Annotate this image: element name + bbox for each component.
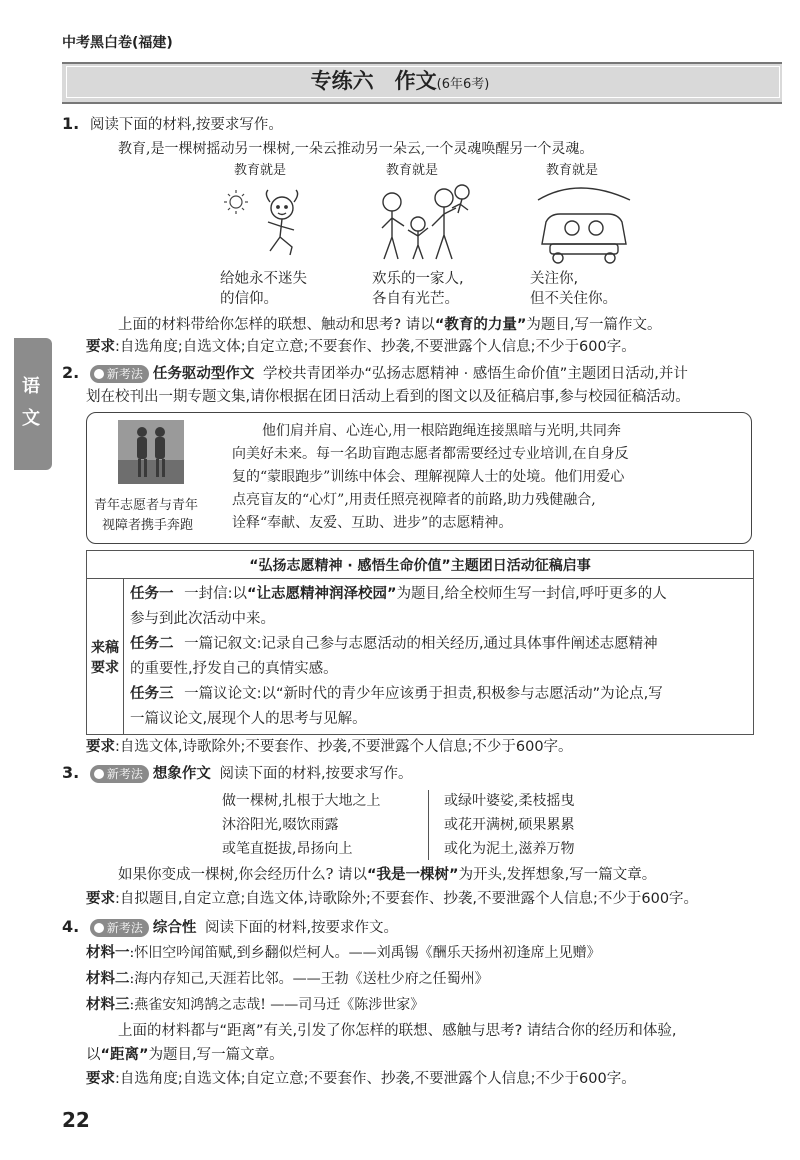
q4-type: 综合性	[152, 920, 197, 936]
task2-line2: 的重要性,抒发自己的真情实感。	[130, 661, 338, 677]
q2-line1	[62, 362, 688, 385]
q4-line2-pre: 以	[86, 1047, 101, 1063]
q2-table-side2: 要求	[91, 659, 119, 676]
q4-line2-title: “距离”	[100, 1047, 149, 1063]
q3-badge	[90, 765, 149, 783]
q4-line2-post: 为题目,写一篇文章。	[148, 1047, 284, 1063]
q2-line1-text: 学校共青团举办“弘扬志愿精神 · 感悟生命价值”主题团日活动,并计	[262, 366, 688, 382]
panel3-caption1: 关注你,	[530, 271, 579, 287]
q2-badge	[90, 365, 149, 383]
q4-prompt: 阅读下面的材料,按要求作文。	[204, 920, 399, 936]
poem-right-line: 或花开满树,硕果累累	[444, 817, 575, 833]
q3-ask-pre: 如果你变成一棵树,你会经历什么? 请以	[118, 867, 367, 883]
panel1-caption1: 给她永不迷失	[220, 271, 307, 287]
side-tab-char1: 语	[22, 376, 40, 397]
q3-ask-post: 为开头,发挥想象,写一篇文章。	[458, 867, 657, 883]
panel3-illustration	[528, 182, 640, 266]
q2-table-side1: 来稿	[91, 639, 119, 656]
q1-prompt: 阅读下面的材料,按要求写作。	[89, 117, 283, 133]
q2-requirement	[86, 736, 573, 758]
q3-ask-title: “我是一棵树”	[367, 867, 459, 883]
q3-number: 3.	[62, 763, 80, 782]
q3-requirement	[86, 888, 698, 910]
m1-label: 材料一	[86, 945, 130, 961]
page-title	[0, 66, 800, 96]
q2-line2: 划在校刊出一期专题文集,请你根据在团日活动上看到的图文以及征稿启事,参与校园征稿活动。	[86, 389, 690, 405]
q2-req-label: 要求	[86, 739, 115, 755]
panel2-caption1: 欢乐的一家人,	[372, 271, 464, 287]
q2-req-text: :自选文体,诗歌除外;不要套作、抄袭,不要泄露个人信息;不少于600字。	[115, 739, 573, 755]
q2-story-line: 向美好未来。每一名助盲跑志愿者都需要经过专业培训,在自身反	[232, 446, 629, 462]
tip-icon	[94, 369, 104, 379]
q4-material-1	[86, 942, 601, 964]
task1-title: “让志愿精神润泽校园”	[247, 586, 397, 602]
panel1-illustration	[220, 186, 330, 266]
task3-line1	[130, 683, 749, 705]
q2-story-line: 诠释“奉献、友爱、互助、进步”的志愿精神。	[232, 515, 513, 531]
title-sub: (6年6考)	[436, 77, 490, 92]
m2-label: 材料二	[86, 971, 130, 987]
q2-story-line: 他们肩并肩、心连心,用一根陪跑绳连接黑暗与光明,共同奔	[262, 423, 621, 439]
q4-req-text: :自选角度;自选文体;自定立意;不要套作、抄袭,不要泄露个人信息;不少于600字。	[115, 1071, 636, 1087]
car-icon	[538, 188, 630, 263]
q1-req-text: :自选角度;自选文体;自定立意;不要套作、抄袭,不要泄露个人信息;不少于600字。	[115, 339, 636, 355]
q1-instruction-pre: 上面的材料带给你怎样的联想、触动和思考? 请以	[118, 317, 435, 333]
page-number: 22	[62, 1108, 90, 1132]
task1-pre: 一封信:以	[184, 586, 247, 602]
q3-badge-text: 新考法	[106, 767, 143, 781]
q2-table-tasks	[124, 579, 754, 735]
running-girl-icon	[266, 190, 297, 255]
m2-text: :海内存知己,天涯若比邻。——王勃《送杜少府之任蜀州》	[129, 971, 489, 987]
side-tab-char2: 文	[22, 408, 40, 429]
task1-post: 为题目,给全校师生写一封信,呼吁更多的人	[396, 586, 667, 602]
q2-photo-caption1: 青年志愿者与青年	[94, 498, 199, 513]
q3-type: 想象作文	[152, 766, 211, 782]
family-icon	[382, 185, 469, 259]
q1-instruction-post: 为题目,写一篇作文。	[526, 317, 662, 333]
panel1-caption2: 的信仰。	[220, 291, 278, 307]
q2-photo-caption2: 视障者携手奔跑	[102, 518, 194, 533]
q1-instruction-title: “教育的力量”	[434, 317, 527, 333]
q4-number: 4.	[62, 917, 80, 936]
sun-icon	[224, 190, 248, 214]
task2-label: 任务二	[130, 636, 174, 652]
task3-text: 一篇议论文:以“新时代的青少年应该勇于担责,积极参与志愿活动”为论点,写	[184, 686, 663, 702]
q2-photo	[118, 420, 184, 484]
m1-text: :怀旧空吟闻笛赋,到乡翻似烂柯人。——刘禹锡《酬乐天扬州初逢席上见赠》	[129, 945, 601, 961]
task1-line1	[130, 583, 749, 605]
q4-requirement	[86, 1068, 636, 1090]
q4-line1: 上面的材料都与“距离”有关,引发了你怎样的联想、感触与思考? 请结合你的经历和体验,	[118, 1023, 677, 1039]
task2-text: 一篇记叙文:记录自己参与志愿活动的相关经历,通过具体事件阐述志愿精神	[184, 636, 658, 652]
poem-divider	[428, 790, 429, 860]
q2-badge-text: 新考法	[106, 367, 143, 381]
q2-table-title-cell	[87, 551, 754, 579]
panel2-heading: 教育就是	[386, 163, 439, 178]
q1-instruction	[118, 314, 661, 336]
q4-badge	[90, 919, 149, 937]
q2-type: 任务驱动型作文	[152, 366, 255, 382]
q4-badge-text: 新考法	[106, 921, 143, 935]
q3-req-label: 要求	[86, 891, 115, 907]
m3-label: 材料三	[86, 997, 130, 1013]
q4-material-2	[86, 968, 489, 990]
q1-quote: 教育,是一棵树摇动另一棵树,一朵云推动另一朵云,一个灵魂唤醒另一个灵魂。	[118, 141, 594, 157]
poem-left-line: 沐浴阳光,啜饮雨露	[222, 817, 339, 833]
q3-req-text: :自拟题目,自定立意;自选文体,诗歌除外;不要套作、抄袭,不要泄露个人信息;不少于600字。	[115, 891, 699, 907]
q3-line	[62, 762, 413, 785]
book-title: 中考黑白卷(福建)	[62, 35, 173, 51]
panel1-heading: 教育就是	[234, 163, 287, 178]
q2-story-line: 点亮盲友的“心灯”,用责任照亮视障者的前路,助力残健融合,	[232, 492, 596, 508]
panel2-caption2: 各自有光芒。	[372, 291, 459, 307]
q1-requirement	[86, 336, 636, 358]
q1-req-label: 要求	[86, 339, 115, 355]
poem-left-line: 做一棵树,扎根于大地之上	[222, 793, 381, 809]
task3-line2: 一篇议论文,展现个人的思考与见解。	[130, 711, 367, 727]
q1-line	[62, 113, 283, 136]
task3-label: 任务三	[130, 686, 174, 702]
poem-right-line: 或化为泥土,滋养万物	[444, 841, 575, 857]
q4-material-3	[86, 994, 424, 1016]
m3-text: :燕雀安知鸿鹄之志哉! ——司马迁《陈涉世家》	[129, 997, 425, 1013]
panel3-caption2: 但不关住你。	[530, 291, 617, 307]
q3-ask	[118, 864, 656, 886]
q2-table-title: “弘扬志愿精神 · 感悟生命价值”主题团日活动征稿启事	[249, 557, 591, 574]
task1-line2: 参与到此次活动中来。	[130, 611, 275, 627]
tip-icon	[94, 769, 104, 779]
poem-left-line: 或笔直挺拔,昂扬向上	[222, 841, 353, 857]
q1-number: 1.	[62, 114, 80, 133]
task1-label: 任务一	[130, 586, 174, 602]
q2-story-line: 复的“蒙眼跑步”训练中体会、理解视障人士的处境。他们用爱心	[232, 469, 625, 485]
q4-line2	[86, 1044, 284, 1066]
poem-right-line: 或绿叶婆娑,柔枝摇曳	[444, 793, 575, 809]
panel3-heading: 教育就是	[546, 163, 599, 178]
q4-req-label: 要求	[86, 1071, 115, 1087]
panel2-illustration	[372, 180, 482, 266]
title-main: 专练六 作文	[310, 69, 437, 93]
q2-table-side	[87, 579, 124, 735]
q3-prompt: 阅读下面的材料,按要求写作。	[219, 766, 413, 782]
q2-number: 2.	[62, 363, 80, 382]
q2-task-table	[86, 550, 754, 735]
task2-line1	[130, 633, 749, 655]
q4-line	[62, 916, 398, 939]
tip-icon	[94, 923, 104, 933]
